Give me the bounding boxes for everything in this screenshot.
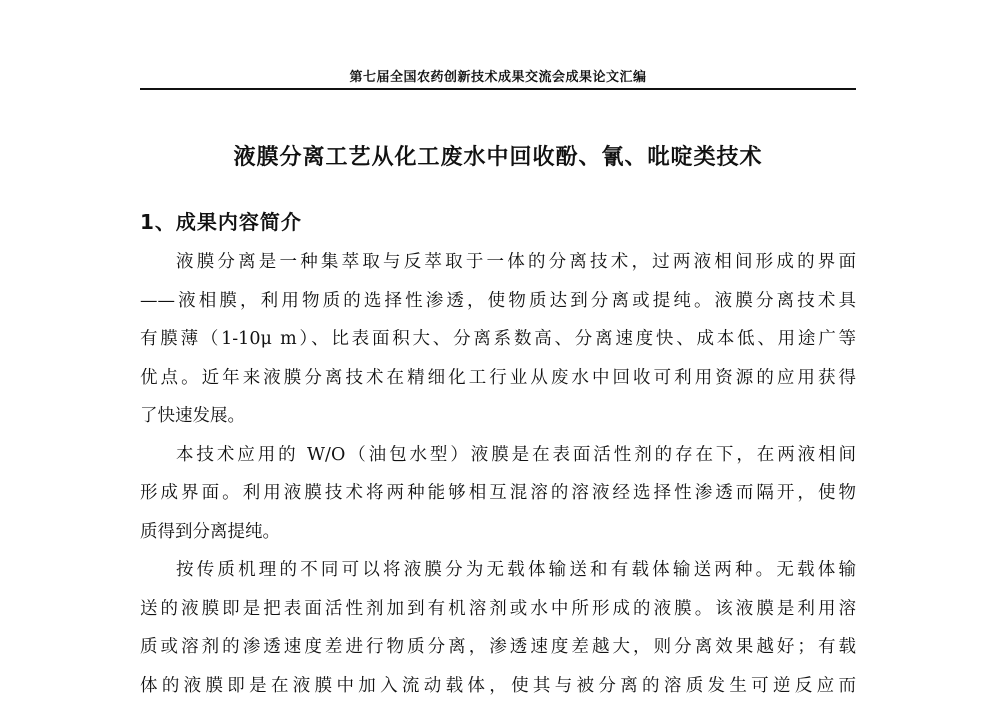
paragraph-line: 送的液膜即是把表面活性剂加到有机溶剂或水中所形成的液膜。该液膜是利用溶 [140,598,856,619]
paragraph-line: 优点。近年来液膜分离技术在精细化工行业从废水中回收可利用资源的应用获得 [140,367,856,388]
paragraph-line: 形成界面。利用液膜技术将两种能够相互混溶的溶液经选择性渗透而隔开，使物 [140,483,856,503]
body-text [140,243,856,696]
paragraph-line: 按传质机理的不同可以将液膜分为无载体输送和有载体输送两种。无载体输 [176,560,856,580]
paragraph-line: 质或溶剂的渗透速度差进行物质分离，渗透速度差越大，则分离效果越好；有载 [140,637,856,657]
paragraph-line: 有膜薄（1-10μ m）、比表面积大、分离系数高、分离速度快、成本低、用途广等 [140,329,856,349]
paragraph-line: ——液相膜，利用物质的选择性渗透，使物质达到分离或提纯。液膜分离技术具 [140,290,856,311]
paragraph-line: 液膜分离是一种集萃取与反萃取于一体的分离技术，过两液相间形成的界面 [176,252,856,272]
paragraph-line: 质得到分离提纯。 [140,521,280,542]
paper-title: 液膜分离工艺从化工废水中回收酚、氰、吡啶类技术 [233,145,763,170]
running-head: 第七届全国农药创新技术成果交流会成果论文汇编 [349,70,647,85]
paragraph-line-cropped: 体的液膜即是在液膜中加入流动载体，使其与被分离的溶质发生可逆反应而 [140,675,856,696]
paragraph-line: 本技术应用的 W/O（油包水型）液膜是在表面活性剂的存在下，在两液相间 [176,444,856,465]
header-rule [140,88,856,90]
paragraph-line: 了快速发展。 [140,406,245,426]
section-heading: 1、成果内容简介 [140,210,302,234]
